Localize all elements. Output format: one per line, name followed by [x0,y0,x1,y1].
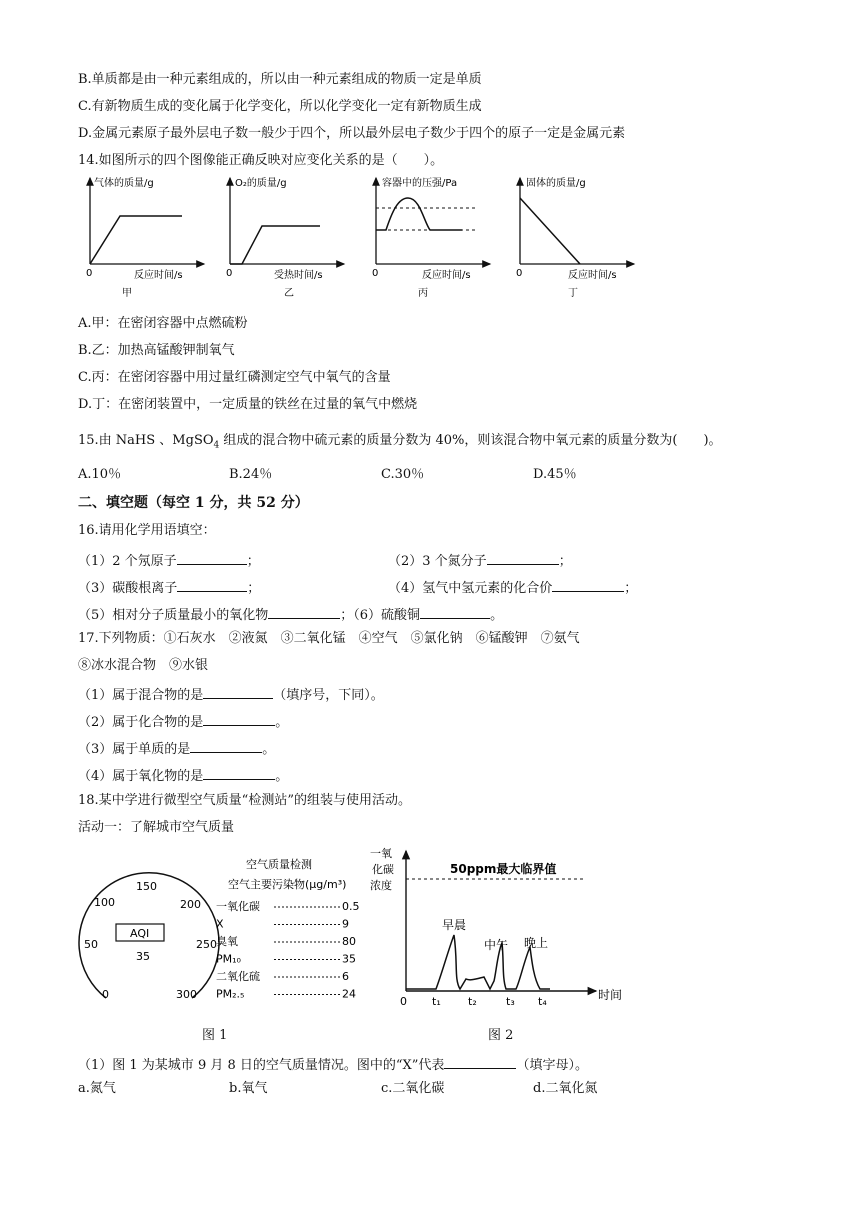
ylabel-ding: 固体的质量/g [526,178,586,189]
origin-jia: 0 [86,268,93,279]
q14-option-a: A.甲：在密闭容器中点燃硫粉 [78,316,248,331]
answer-blank[interactable] [552,577,624,592]
q17-3-end: 。 [262,742,276,757]
q18-1-end: （填字母）。 [516,1058,588,1073]
question-16: 16.请用化学用语填空： [78,523,216,538]
graph-yi [226,176,344,299]
name-jia: 甲 [122,288,132,299]
q16-3-label: （3）碳酸根离子 [78,581,178,596]
ylabel-jia: 气体的质量/g [94,178,154,189]
q14-option-b: B.乙：加热高锰酸钾制氧气 [78,343,235,358]
activity-1-heading: 活动一：了解城市空气质量 [78,820,235,835]
peak-label: 晚上 [524,936,549,950]
question-17-cont: ⑧冰水混合物 ⑨水银 [78,658,209,673]
pollutant-name: PM₁₀ [216,952,241,966]
question-14: 14.如图所示的四个图像能正确反映对应变化关系的是（ ）。 [78,153,444,168]
q17-item-1 [78,684,384,705]
name-ding: 丁 [568,288,578,299]
q18-option-d: d.二氧化氮 [533,1081,598,1096]
xlabel-yi: 受热时间/s [274,270,323,281]
origin-ding: 0 [516,268,523,279]
q16-item-2 [388,550,572,571]
q18-option-b: b.氧气 [229,1081,268,1096]
q15-text-pre: 15.由 NaHS 、MgSO [78,433,214,448]
gauge-tick: 250 [196,938,217,951]
ylabel-bing: 容器中的压强/Pa [382,178,458,189]
q17-item-3 [78,738,275,759]
pollutant-value: 80 [342,935,356,948]
pollutant-value: 6 [342,970,349,983]
fig1-title: 空气质量检测 [246,858,312,871]
xlabel-ding: 反应时间/s [568,270,617,281]
q15-text-post: 组成的混合物中硫元素的质量分数为 40%，则该混合物中氧元素的质量分数为( )。 [219,433,722,448]
fig2-ylabel-2: 化碳 [372,863,394,876]
origin-bing: 0 [372,268,379,279]
answer-blank[interactable] [177,577,247,592]
q16-5-end: ；（6）硫酸铜 [340,608,421,623]
q15-option-c: C.30％ [381,467,425,482]
figure-2-caption: 图 2 [488,1028,514,1043]
pollutant-value: 9 [342,917,349,931]
ylabel-yi: O₂的质量/g [235,178,287,189]
q17-1-label: （1）属于混合物的是 [78,688,204,703]
q17-2-end: 。 [275,715,289,730]
answer-blank[interactable] [203,684,273,699]
gauge-tick: 0 [102,988,109,1001]
time-tick: t₄ [538,995,547,1008]
name-bing: 丙 [418,288,428,299]
q16-6-end: 。 [490,608,504,623]
answer-blank[interactable] [190,738,262,753]
question-17: 17.下列物质：①石灰水 ②液氮 ③二氧化锰 ④空气 ⑤氯化钠 ⑥锰酸钾 ⑦氨气 [78,631,580,646]
q16-2-label: （2）3 个氮分子 [388,554,487,569]
fig2-ylabel-1: 一氧 [370,847,392,860]
q18-option-a: a.氮气 [78,1081,116,1096]
q17-3-label: （3）属于单质的是 [78,742,191,757]
figure-1 [78,848,368,1020]
time-tick: t₁ [432,995,441,1008]
q15-option-d: D.45％ [533,467,577,482]
question-15 [78,432,722,455]
answer-blank[interactable] [268,604,340,619]
graph-jia [86,176,204,299]
curve-jia [90,216,182,264]
pollutant-name: PM₂.₅ [216,987,245,1001]
question-18: 18.某中学进行微型空气质量“检测站”的组装与使用活动。 [78,793,411,808]
gauge-tick: 150 [136,880,157,893]
q14-graphs [78,172,638,308]
q16-3-end: ； [247,581,261,596]
option-b-line: B.单质都是由一种元素组成的，所以由一种元素组成的物质一定是单质 [78,72,482,87]
answer-blank[interactable] [487,550,559,565]
q17-item-4 [78,765,288,786]
q15-option-b: B.24％ [229,467,273,482]
answer-blank[interactable] [177,550,247,565]
curve-yi [230,226,320,264]
q17-2-label: （2）属于化合物的是 [78,715,204,730]
curve-bing [376,198,462,230]
time-tick: t₂ [468,995,477,1008]
aqi-value: 35 [136,950,150,963]
q16-4-end: ； [624,581,638,596]
answer-blank[interactable] [203,765,275,780]
section-2-heading: 二、填空题（每空 1 分，共 52 分） [78,495,309,511]
figure-2 [366,843,636,1017]
fig2-xlabel: 时间 [598,988,623,1002]
q16-4-label: （4）氢气中氢元素的化合价 [388,581,553,596]
q17-4-label: （4）属于氧化物的是 [78,769,204,784]
fig2-ylabel-3: 浓度 [370,879,392,892]
fig1-subtitle: 空气主要污染物(μg/m³) [228,878,347,891]
pollutant-list [216,899,360,1001]
q16-item-4 [388,577,637,598]
q18-item-1 [78,1054,588,1075]
graph-ding [516,176,634,299]
fig2-origin: 0 [400,995,407,1008]
pollutant-name: 一氧化碳 [216,900,260,913]
q16-5-label: （5）相对分子质量最小的氧化物 [78,608,269,623]
limit-label: 50ppm最大临界值 [450,862,557,876]
pollutant-name: 臭氧 [216,935,238,948]
q14-option-d: D.丁：在密闭装置中，一定质量的铁丝在过量的氧气中燃烧 [78,397,418,412]
q16-2-end: ； [558,554,572,569]
time-tick: t₃ [506,995,515,1008]
q15-option-a: A.10％ [78,467,122,482]
xlabel-bing: 反应时间/s [422,270,471,281]
pollutant-name: X [216,917,224,931]
q16-item-3 [78,577,260,598]
answer-blank[interactable] [444,1054,516,1069]
option-d-line: D.金属元素原子最外层电子数一般少于四个，所以最外层电子数少于四个的原子一定是金属元素 [78,126,626,141]
aqi-label: AQI [130,927,150,940]
q17-4-end: 。 [275,769,289,784]
q17-item-2 [78,711,288,732]
xlabel-jia: 反应时间/s [134,270,183,281]
gauge-tick: 50 [84,938,98,951]
gauge-tick: 200 [180,898,201,911]
q16-1-label: （1）2 个氖原子 [78,554,177,569]
option-c-line: C.有新物质生成的变化属于化学变化，所以化学变化一定有新物质生成 [78,99,482,114]
answer-blank[interactable] [203,711,275,726]
q16-item-1 [78,550,260,571]
curve-ding [520,198,580,264]
graph-bing [372,176,490,299]
q16-1-end: ； [246,554,260,569]
pollutant-value: 35 [342,952,356,966]
peak-label: 早晨 [442,918,467,932]
gauge-tick: 100 [94,896,115,909]
answer-blank[interactable] [420,604,490,619]
pollutant-value: 0.5 [342,900,360,913]
q18-1-label: （1）图 1 为某城市 9 月 8 日的空气质量情况。图中的“X”代表 [78,1058,445,1073]
peak-label: 中午 [484,938,509,952]
figure-1-caption: 图 1 [202,1028,228,1043]
gauge-tick: 300 [176,988,197,1001]
name-yi: 乙 [284,288,294,299]
origin-yi: 0 [226,268,233,279]
q15-subscript: 4 [213,440,220,451]
q18-option-c: c.二氧化碳 [381,1081,445,1096]
q16-item-5 [78,604,503,625]
pollutant-value: 24 [342,987,356,1001]
q17-1-end: （填序号，下同）。 [273,688,384,703]
pollutant-name: 二氧化硫 [216,970,260,983]
q14-option-c: C.丙：在密闭容器中用过量红磷测定空气中氧气的含量 [78,370,391,385]
